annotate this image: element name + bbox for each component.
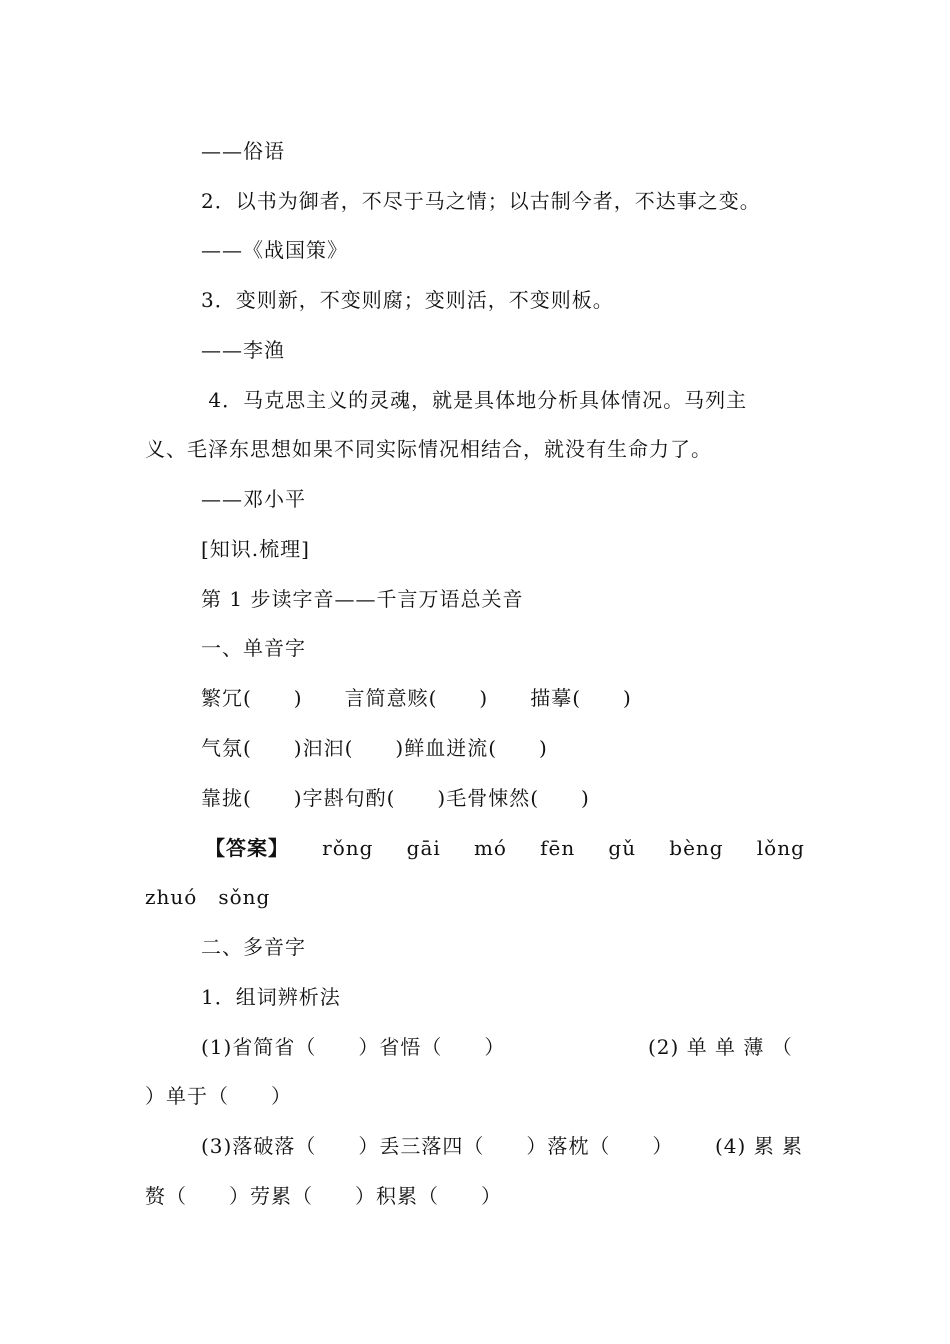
exercise-2-continued: ）单于（ ） — [145, 1084, 292, 1108]
quote-2: 2．以书为御者，不尽于马之情；以古制今者，不达事之变。 — [201, 189, 761, 213]
exercise-2-start: (2) 单 单 薄 （ — [648, 1035, 793, 1059]
exercise-row-2: 气氛( )汩汩( )鲜血迸流( ) — [201, 736, 548, 760]
attribution-dengxiaoping: ——邓小平 — [201, 487, 306, 511]
answer-item: lǒng — [756, 836, 805, 860]
exercise-row-1: 繁冗( ) 言简意赅( ) 描摹( ) — [201, 686, 632, 710]
attribution-liyu: ——李渔 — [201, 338, 285, 362]
answer-label: 【答案】 — [205, 836, 289, 860]
answer-item: gāi — [406, 836, 441, 860]
exercise-3-left: (3)落破落（ ）丢三落四（ ）落枕（ ） — [201, 1134, 674, 1158]
exercise-4-start: (4) 累 累 — [715, 1134, 804, 1158]
answer-item: mó — [473, 836, 507, 860]
answer-row-continued: zhuó sǒng — [145, 885, 271, 909]
exercise-4-continued: 赘（ ）劳累（ ）积累（ ） — [145, 1184, 502, 1208]
attribution-zhanguoce: ——《战国策》 — [201, 238, 348, 262]
subheading-single-pronunciation: 一、单音字 — [201, 636, 306, 660]
attribution-proverb: ——俗语 — [201, 139, 285, 163]
answer-item: rǒng — [322, 836, 374, 860]
method-1-heading: 1．组词辨析法 — [201, 985, 341, 1009]
step-1-heading: 第 1 步读字音——千言万语总关音 — [201, 587, 524, 611]
quote-4-line-1: 4．马克思主义的灵魂，就是具体地分析具体情况。马列主 — [201, 388, 748, 412]
answer-item: fēn — [540, 836, 576, 860]
quote-4-line-2: 义、毛泽东思想如果不同实际情况相结合，就没有生命力了。 — [145, 437, 712, 461]
exercise-row-3: 靠拢( )字斟句酌( )毛骨悚然( ) — [201, 786, 590, 810]
answer-item: gǔ — [608, 836, 637, 860]
subheading-polyphonic: 二、多音字 — [201, 935, 306, 959]
quote-3: 3．变则新，不变则腐；变则活，不变则板。 — [201, 288, 614, 312]
answer-item: bèng — [669, 836, 724, 860]
section-heading-knowledge: [知识.梳理] — [201, 537, 310, 561]
answer-row — [205, 834, 805, 862]
exercise-1-left: (1)省简省（ ）省悟（ ） — [201, 1035, 506, 1059]
